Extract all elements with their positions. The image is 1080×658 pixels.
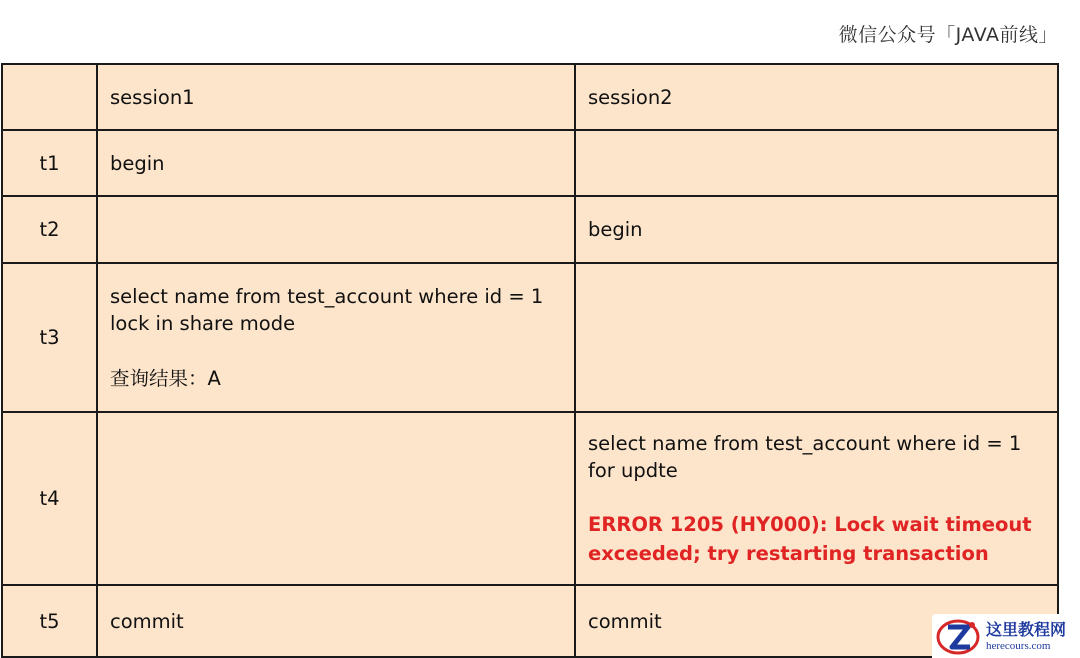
session2-cell: commit — [575, 585, 1058, 657]
watermark-url: herecours.com — [986, 639, 1051, 652]
time-cell: t4 — [2, 412, 97, 585]
session2-cell — [575, 130, 1058, 196]
wechat-account-label: 微信公众号「JAVA前线」 — [838, 24, 1058, 46]
session1-cell — [97, 263, 575, 412]
site-watermark — [932, 614, 1080, 658]
table-row — [2, 196, 1058, 263]
table-row — [2, 412, 1058, 585]
sql-query-line: select name from test_account where id = 1 — [588, 431, 1022, 455]
header-cell-session1: session1 — [97, 64, 575, 130]
time-cell: t5 — [2, 585, 97, 657]
query-result: 查询结果：A — [110, 367, 221, 390]
header-cell-time — [2, 64, 97, 130]
error-message-line: exceeded; try restarting transaction — [588, 541, 989, 565]
sql-query-line: lock in share mode — [110, 312, 296, 335]
time-cell: t1 — [2, 130, 97, 196]
sql-query-line: for updte — [588, 458, 678, 482]
table-header-row — [2, 64, 1058, 130]
table-row — [2, 263, 1058, 412]
watermark-name: 这里教程网 — [986, 619, 1067, 639]
time-cell: t2 — [2, 196, 97, 263]
session2-cell — [575, 412, 1058, 585]
table-row — [2, 130, 1058, 196]
session2-cell: begin — [575, 196, 1058, 263]
session1-cell: commit — [97, 585, 575, 657]
session1-cell: begin — [97, 130, 575, 196]
sql-query-line: select name from test_account where id = 1 — [110, 285, 544, 308]
session2-cell — [575, 263, 1058, 412]
table-row — [2, 585, 1058, 657]
time-cell: t3 — [2, 263, 97, 412]
session1-cell — [97, 196, 575, 263]
error-message-line: ERROR 1205 (HY000): Lock wait timeout — [588, 512, 1032, 536]
z-logo-icon — [934, 615, 982, 657]
session-timeline-table — [1, 63, 1059, 658]
session1-cell — [97, 412, 575, 585]
header-cell-session2: session2 — [575, 64, 1058, 130]
